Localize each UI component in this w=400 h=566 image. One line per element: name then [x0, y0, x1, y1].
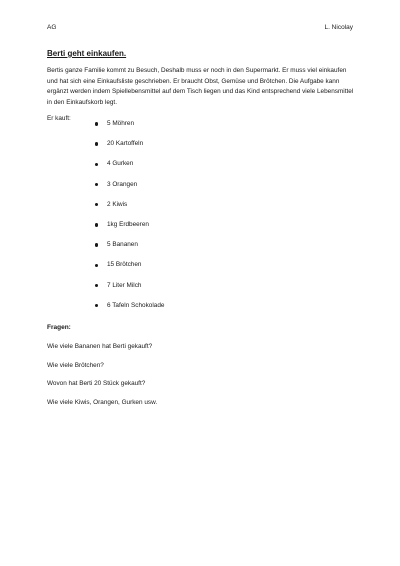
bullet-icon	[95, 122, 98, 125]
list-item-text: 7 Liter Milch	[107, 281, 142, 289]
list-item-text: 4 Gurken	[107, 160, 134, 168]
bullet-icon	[95, 183, 98, 186]
list-item-text: 5 Möhren	[107, 120, 134, 127]
list-item	[95, 302, 164, 322]
header-right-text: L. Nicolay	[324, 24, 353, 31]
list-item	[95, 160, 164, 180]
question-item: Wovon hat Berti 20 Stück gekauft?	[47, 380, 146, 387]
document-title: Berti geht einkaufen.	[47, 49, 127, 58]
question-item: Wie viele Brötchen?	[47, 361, 104, 369]
list-item-text: 1kg Erdbeeren	[107, 220, 149, 228]
shopping-list	[95, 120, 164, 322]
bullet-icon	[95, 304, 98, 307]
questions-heading: Fragen:	[47, 324, 71, 331]
bullet-icon	[95, 203, 98, 206]
questions-list	[47, 343, 157, 417]
list-item	[95, 181, 164, 201]
intro-paragraph: Bertis ganze Familie kommt zu Besuch, Deshalb muss er noch in den Supermarkt. Er muss viel einkaufen und hat sich eine Einkaufsliste geschrieben. Er braucht Obst, Gemüse und Brötchen. Die Aufgabe kann ergänzt werden indem Spiellebensmittel auf dem Tisch liegen und das Kind entsprechend viele Lebensmittel in den Einkaufskorb legt.	[47, 67, 354, 106]
list-item	[95, 261, 164, 281]
list-item	[95, 120, 164, 140]
question-item: Wie viele Bananen hat Berti gekauft?	[47, 343, 153, 350]
list-item-text: 20 Kartoffeln	[107, 140, 144, 148]
bullet-icon	[95, 223, 98, 226]
bullet-icon	[95, 142, 98, 145]
bullet-icon	[95, 284, 98, 287]
list-item	[95, 140, 164, 160]
buys-label: Er kauft:	[47, 115, 71, 122]
list-item-text: 5 Bananen	[107, 241, 138, 249]
list-item	[95, 241, 164, 261]
question-item: Wie viele Kiwis, Orangen, Gurken usw.	[47, 398, 158, 406]
bullet-icon	[95, 163, 98, 166]
list-item-text: 2 Kiwis	[107, 200, 128, 208]
header-left-text: AG	[47, 24, 57, 31]
list-item-text: 15 Brötchen	[107, 261, 142, 269]
list-item-text: 3 Orangen	[107, 180, 138, 188]
list-item	[95, 221, 164, 241]
bullet-icon	[95, 264, 98, 267]
list-item-text: 6 Tafeln Schokolade	[107, 301, 165, 309]
list-item	[95, 201, 164, 221]
bullet-icon	[95, 243, 98, 246]
list-item	[95, 282, 164, 302]
